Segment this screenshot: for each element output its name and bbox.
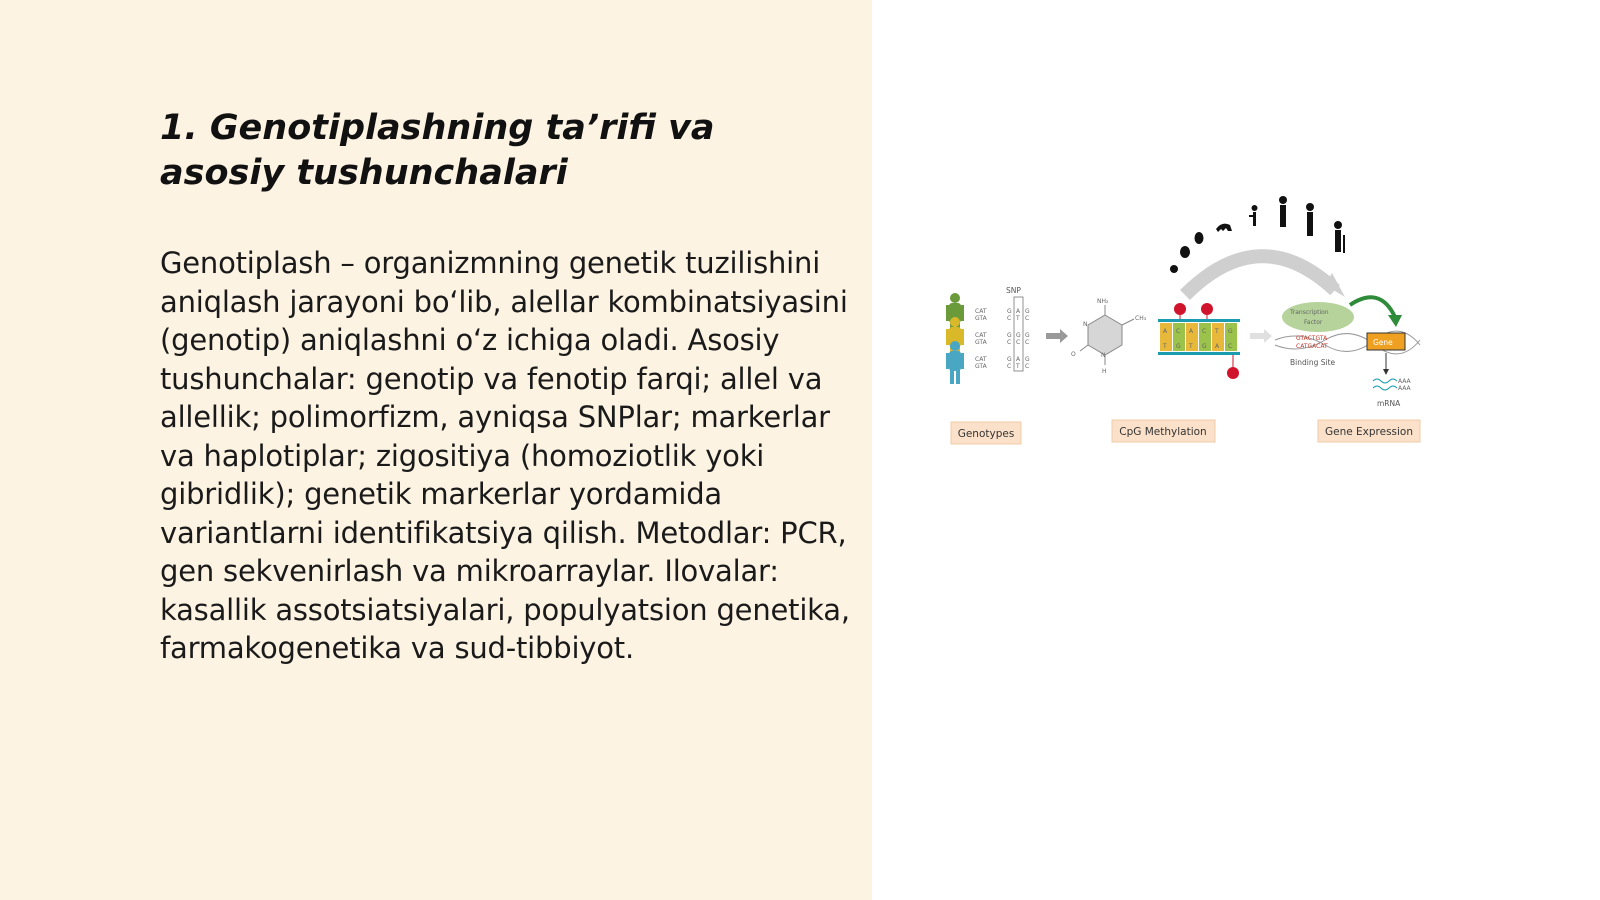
svg-text:G: G — [1202, 343, 1207, 350]
expression-caption: Gene Expression — [1324, 426, 1414, 438]
svg-text:C: C — [1025, 339, 1030, 346]
svg-text:Gene: Gene — [1373, 338, 1393, 347]
svg-text:T: T — [1215, 328, 1219, 335]
svg-text:GTACTGTA: GTACTGTA — [1296, 335, 1328, 342]
svg-text:CAT: CAT — [975, 308, 987, 315]
genotype-sequences — [975, 308, 988, 370]
svg-text:N: N — [1101, 352, 1106, 359]
svg-text:AAA: AAA — [1398, 378, 1411, 385]
snp-label: SNP — [1006, 286, 1021, 295]
svg-text:CATGACAT: CATGACAT — [1296, 343, 1328, 350]
genotypes-caption: Genotypes — [957, 428, 1015, 440]
svg-text:N: N — [1083, 321, 1088, 328]
svg-text:CAT: CAT — [975, 332, 987, 339]
svg-text:G: G — [1025, 332, 1030, 339]
methylcytosine-molecule-icon — [1071, 298, 1147, 375]
svg-text:G: G — [1007, 356, 1012, 363]
svg-text:G: G — [1016, 332, 1021, 339]
svg-text:T: T — [1016, 363, 1020, 370]
svg-text:C: C — [1202, 328, 1207, 335]
svg-text:G: G — [1228, 328, 1233, 335]
svg-text:T: T — [1189, 343, 1193, 350]
svg-text:C: C — [1025, 363, 1030, 370]
svg-text:G: G — [1007, 308, 1012, 315]
svg-text:A: A — [1016, 356, 1021, 363]
svg-text:A: A — [1189, 328, 1194, 335]
svg-text:AAA: AAA — [1398, 385, 1411, 392]
svg-text:C: C — [1016, 339, 1021, 346]
svg-text:T: T — [1163, 343, 1167, 350]
svg-text:T: T — [1016, 315, 1020, 322]
methylation-caption: CpG Methylation — [1119, 426, 1207, 438]
svg-text:GTA: GTA — [975, 363, 987, 370]
svg-text:C: C — [1007, 315, 1012, 322]
svg-text:C: C — [1007, 363, 1012, 370]
svg-text:Transcription: Transcription — [1290, 309, 1329, 316]
svg-text:mRNA: mRNA — [1377, 399, 1401, 408]
svg-text:A: A — [1163, 328, 1168, 335]
svg-text:G: G — [1176, 343, 1181, 350]
svg-text:GTA: GTA — [975, 339, 987, 346]
svg-text:C: C — [1176, 328, 1181, 335]
gene-expression-icon — [1275, 297, 1420, 408]
svg-text:O: O — [1071, 351, 1076, 358]
slide-body-text: Genotiplash – organizmning genetik tuzilishini aniqlash jarayoni boʻlib, alellar kombinatsiyasini (genotip) aniqlashni oʻz ichiga oladi. Asosiy tushunchalar: genotip va fenotip farqi; allel va allellik; polimorfizm, ayniqsa SNPlar; markerlar va haplotiplar; zigositiya (homoziotlik yoki gibridlik); genetik markerlar yordamida variantlarni identifikatsiya qilish. Metodlar: PCR, gen sekvenirlash va mikroarraylar. Ilovalar: kasallik assotsiatsiyalari, populyatsion genetika, farmakogenetika va sud-tibbiyot. — [160, 246, 850, 665]
svg-text:H: H — [1102, 368, 1107, 375]
svg-text:CH₃: CH₃ — [1135, 315, 1147, 322]
svg-text:Factor: Factor — [1304, 319, 1323, 326]
arrow-right-icon — [1250, 329, 1272, 343]
svg-text:CAT: CAT — [975, 356, 987, 363]
arrow-right-icon — [1046, 329, 1068, 343]
svg-text:C: C — [1007, 339, 1012, 346]
methylated-dna-icon — [1158, 303, 1240, 379]
svg-text:NH₂: NH₂ — [1097, 298, 1109, 305]
svg-text:G: G — [1025, 356, 1030, 363]
slide-title: 1. Genotiplashning ta’rifi va asosiy tushunchalari — [160, 108, 715, 193]
svg-text:C: C — [1025, 315, 1030, 322]
life-arc-arrow — [1185, 256, 1335, 295]
svg-text:GTA: GTA — [975, 315, 987, 322]
svg-text:C: C — [1228, 343, 1233, 350]
people-icon — [946, 293, 964, 384]
svg-text:G: G — [1007, 332, 1012, 339]
genotype-methylation-expression-diagram — [940, 195, 1460, 460]
svg-text:A: A — [1215, 343, 1220, 350]
svg-text:A: A — [1016, 308, 1021, 315]
snp-columns — [1007, 308, 1030, 370]
svg-text:Binding Site: Binding Site — [1290, 358, 1336, 367]
svg-text:G: G — [1025, 308, 1030, 315]
